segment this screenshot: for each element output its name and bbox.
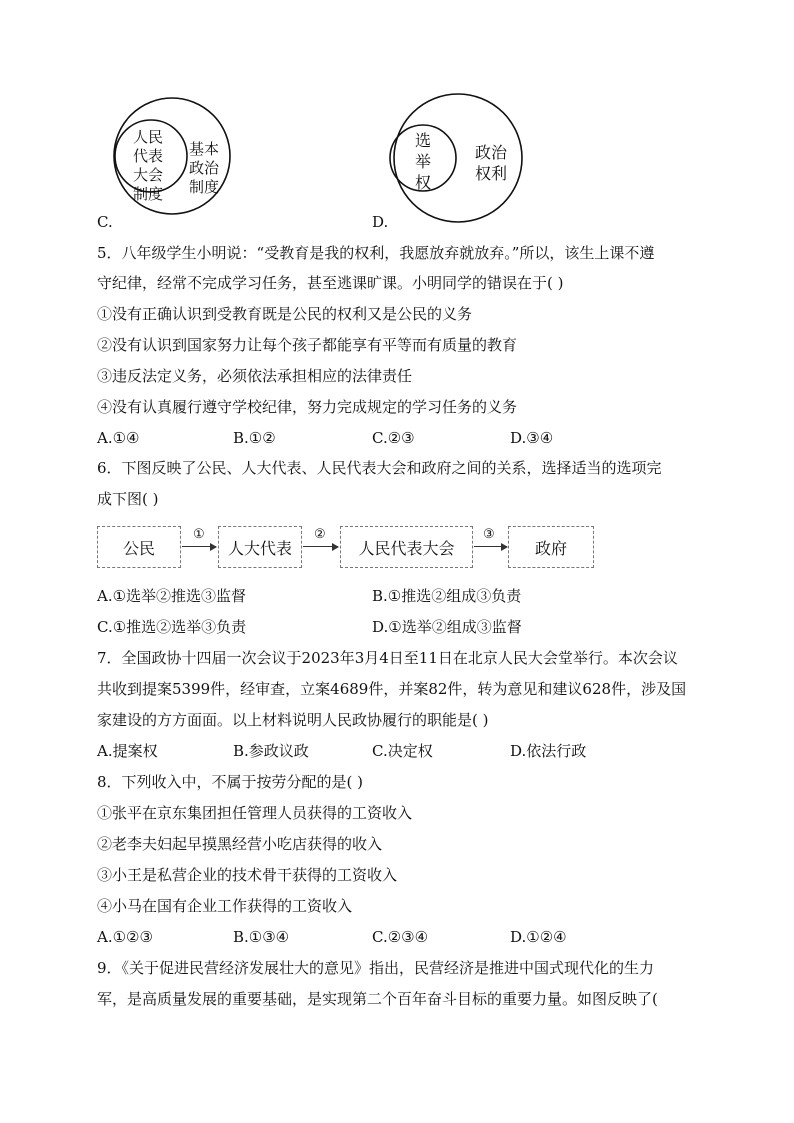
venn-c-inner-line: 代表 [132,147,163,165]
q8-option-c[interactable]: C.②③④ [372,928,429,946]
q5-option-d[interactable]: D.③④ [510,429,554,447]
q5-stem-line2: 守纪律，经常不完成学习任务，甚至逃课旷课。小明同学的错误在于( ) [97,274,564,292]
q8-option-b[interactable]: B.①③④ [233,928,290,946]
figure-d-label[interactable]: D. [372,213,389,231]
q7-stem-line3: 家建设的方方面面。以上材料说明人民政协履行的职能是( ) [97,711,489,729]
venn-d-outer-line: 政治 [474,143,507,162]
q5-stem-line1: 5．八年级学生小明说：“受教育是我的权利，我愿放弃就放弃。”所以，该生上课不遵 [97,244,655,262]
q8-item-4: ④小马在国有企业工作获得的工资收入 [97,897,353,915]
q5-option-a[interactable]: A.①④ [97,429,140,447]
flow-number-3: ③ [483,527,495,542]
q5-item-2: ②没有认识到国家努力让每个孩子都能享有平等而有质量的教育 [97,336,518,354]
q8-item-3: ③小王是私营企业的技术骨干获得的工资收入 [97,866,398,884]
q5-option-b[interactable]: B.①② [233,429,276,447]
flow-box-citizen: 公民 [97,526,181,568]
venn-c-inner-line: 人民 [132,128,163,146]
q7-option-b[interactable]: B.参政议政 [233,742,309,760]
q6-stem-line1: 6．下图反映了公民、人大代表、人民代表大会和政府之间的关系，选择适当的选项完 [97,459,662,477]
q7-stem-line2: 共收到提案5399件，经审查，立案4689件，并案82件，转为意见和建议628件，涉及国 [97,680,687,698]
q5-item-4: ④没有认真履行遵守学校纪律，努力完成规定的学习任务的义务 [97,398,518,416]
q6-option-c[interactable]: C.①推选②选举③负责 [97,618,247,636]
q6-option-b[interactable]: B.①推选②组成③负责 [372,587,522,605]
q5-item-3: ③违反法定义务，必须依法承担相应的法律责任 [97,367,413,385]
q5-item-1: ①没有正确认识到受教育既是公民的权利又是公民的义务 [97,305,473,323]
q7-option-d[interactable]: D.依法行政 [510,742,587,760]
flow-arrow-2 [303,546,338,547]
venn-c-inner-line: 制度 [132,185,163,203]
q8-stem-line1: 8．下列收入中，不属于按劳分配的是( ) [97,773,364,791]
q6-option-a[interactable]: A.①选举②推选③监督 [97,587,247,605]
q7-option-c[interactable]: C.决定权 [372,742,433,760]
q9-stem-line2: 军，是高质量发展的重要基础，是实现第二个百年奋斗目标的重要力量。如图反映了( [97,990,658,1008]
q5-option-c[interactable]: C.②③ [372,429,415,447]
venn-d-inner-line: 举 [414,152,431,171]
flow-box-deputy: 人大代表 [218,526,302,568]
q7-option-a[interactable]: A.提案权 [97,742,158,760]
q9-stem-line1: 9．《关于促进民营经济发展壮大的意见》指出，民营经济是推进中国式现代化的生力 [97,959,655,977]
venn-c-outer-text [184,140,224,197]
q6-option-d[interactable]: D.①选举②组成③监督 [372,618,522,636]
flow-number-2: ② [314,527,326,542]
flow-box-congress: 人民代表大会 [340,526,473,568]
q8-option-a[interactable]: A.①②③ [97,928,153,946]
venn-c-outer-line: 制度 [188,178,219,196]
venn-d-outer-line: 权利 [474,164,507,183]
venn-d-inner-line: 权 [414,173,431,192]
venn-d-inner-line: 选 [414,131,431,150]
q6-stem-line2: 成下图( ) [97,490,159,508]
venn-d-outer-text [470,142,512,184]
q8-item-1: ①张平在京东集团担任管理人员获得的工资收入 [97,804,413,822]
q8-option-d[interactable]: D.①②④ [510,928,567,946]
venn-c-inner-line: 大会 [132,166,163,184]
venn-c-outer-line: 政治 [188,159,219,177]
venn-c-outer-line: 基本 [188,140,219,158]
q8-item-2: ②老李夫妇起早摸黑经营小吃店获得的收入 [97,835,383,853]
venn-c-inner-text [126,128,170,204]
flow-arrow-3 [474,546,507,547]
venn-d-inner-text [408,130,438,193]
flow-arrow-1 [182,546,216,547]
flow-box-government: 政府 [508,526,594,568]
figure-c-label[interactable]: C. [97,213,113,231]
q7-stem-line1: 7．全国政协十四届一次会议于2023年3月4日至11日在北京人民大会堂举行。本次会议 [97,649,678,667]
flow-number-1: ① [193,527,205,542]
